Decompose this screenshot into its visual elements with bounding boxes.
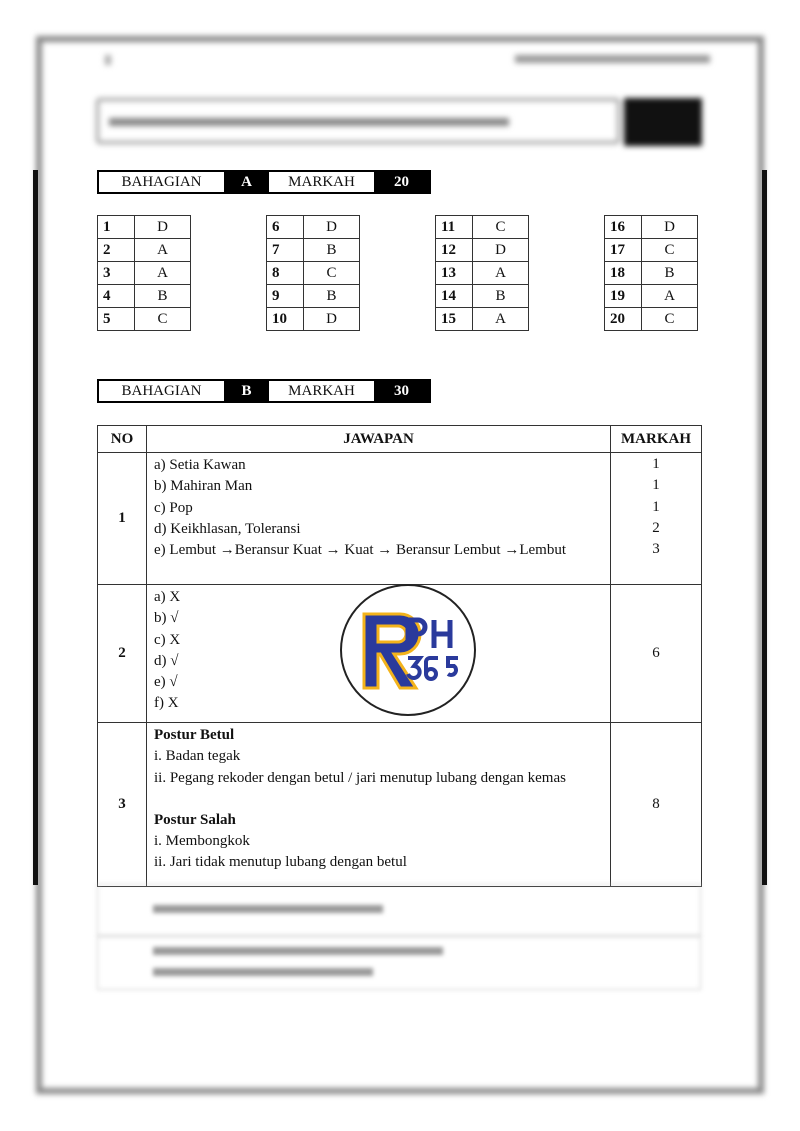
answer-letter: A: [135, 262, 191, 285]
question-number: 8: [267, 262, 304, 285]
answer-letter: A: [473, 262, 529, 285]
answer-row: [267, 239, 360, 262]
answer-row: [98, 308, 191, 331]
answer-row: [436, 262, 529, 285]
answer-letter: C: [135, 308, 191, 331]
answer-row: [267, 262, 360, 285]
mark-value: 1: [652, 477, 660, 494]
answer-letter: D: [642, 216, 698, 239]
answer-grid-4: [604, 215, 698, 331]
question-number: 12: [436, 239, 473, 262]
answer-line: ii. Pegang rekoder dengan betul / jari menutup lubang dengan kemas: [154, 769, 566, 786]
answer-letter: D: [304, 308, 360, 331]
answer-line: e) Lembut →Beransur Kuat → Kuat → Beransur Lembut →Lembut: [154, 542, 566, 559]
answer-row: [605, 239, 698, 262]
section-b-header: [97, 379, 431, 403]
question-number: 13: [436, 262, 473, 285]
answer-row: [605, 216, 698, 239]
question-number: 18: [605, 262, 642, 285]
answer-line: ii. Jari tidak menutup lubang dengan betul: [154, 854, 407, 871]
answer-line: Postur Salah: [154, 811, 236, 828]
header-no: NO: [98, 426, 147, 453]
answer-row: [605, 285, 698, 308]
answer-cell: [147, 723, 611, 887]
right-border: [762, 170, 767, 885]
answer-row: [267, 216, 360, 239]
answer-line: a) Setia Kawan: [154, 457, 246, 473]
rph365-logo-graphic: [342, 586, 474, 714]
question-number: 3: [98, 262, 135, 285]
mark-value: 8: [652, 795, 660, 812]
answer-letter: D: [135, 216, 191, 239]
answer-letter: C: [304, 262, 360, 285]
answer-letter: D: [473, 239, 529, 262]
marks-cell: [611, 585, 702, 723]
answer-letter: B: [642, 262, 698, 285]
answer-row: [436, 308, 529, 331]
answer-letter: B: [135, 285, 191, 308]
answer-row: [436, 239, 529, 262]
blurred-row-note: [97, 884, 701, 936]
answer-letter: B: [304, 239, 360, 262]
header-right: [515, 55, 710, 63]
answer-letter: B: [473, 285, 529, 308]
answer-row: [267, 308, 360, 331]
answer-row: [98, 262, 191, 285]
table-row: [98, 453, 702, 585]
header-answer: JAWAPAN: [147, 426, 611, 453]
question-number: 15: [436, 308, 473, 331]
answer-line: a) X: [154, 589, 181, 605]
mark-value: 2: [652, 519, 660, 536]
answer-row: [605, 308, 698, 331]
table-row: [98, 723, 702, 887]
question-number: 4: [98, 285, 135, 308]
answer-line: c) X: [154, 631, 181, 648]
question-number: 14: [436, 285, 473, 308]
marks-label: MARKAH: [288, 382, 355, 399]
document-code-box: [624, 98, 702, 146]
answer-letter: A: [642, 285, 698, 308]
question-number: 2: [98, 239, 135, 262]
question-number: 6: [267, 216, 304, 239]
question-number: 3: [98, 723, 147, 887]
question-number: 1: [98, 453, 147, 585]
answer-line: i. Badan tegak: [154, 748, 241, 765]
section-label: BAHAGIAN: [121, 382, 202, 399]
answer-line: i. Membongkok: [154, 833, 250, 850]
answer-line: e) √: [154, 674, 178, 691]
section-letter: A: [224, 172, 269, 192]
mark-value: 6: [652, 644, 660, 661]
marks-cell: [611, 723, 702, 887]
question-number: 17: [605, 239, 642, 262]
answer-grid-2: [266, 215, 360, 331]
answer-row: [436, 285, 529, 308]
question-number: 20: [605, 308, 642, 331]
question-number: 2: [98, 585, 147, 723]
answer-letter: B: [304, 285, 360, 308]
answer-line: c) Pop: [154, 499, 193, 516]
header-marks: MARKAH: [611, 426, 702, 453]
answer-line: b) √: [154, 610, 179, 627]
answer-letter: A: [135, 239, 191, 262]
question-number: 11: [436, 216, 473, 239]
answer-row: [436, 216, 529, 239]
section-letter: B: [224, 381, 269, 401]
answer-cell: [147, 453, 611, 585]
question-number: 19: [605, 285, 642, 308]
section-a-header: [97, 170, 431, 194]
answer-line: [154, 789, 603, 810]
document-title-box: [96, 98, 620, 144]
mark-value: 3: [652, 541, 660, 558]
left-border: [33, 170, 38, 885]
answer-row: [98, 239, 191, 262]
answer-line: d) Keikhlasan, Toleransi: [154, 520, 301, 537]
answer-letter: D: [304, 216, 360, 239]
page-number: [105, 55, 111, 65]
mark-value: 1: [652, 456, 660, 472]
question-number: 16: [605, 216, 642, 239]
answer-line: b) Mahiran Man: [154, 478, 253, 495]
answer-row: [605, 262, 698, 285]
rph365-logo: [340, 584, 476, 716]
answer-letter: C: [642, 239, 698, 262]
mark-value: 1: [652, 498, 660, 515]
question-number: 7: [267, 239, 304, 262]
marks-cell: [611, 453, 702, 585]
blurred-row-4: [97, 936, 701, 990]
answer-letter: C: [473, 216, 529, 239]
question-number: 5: [98, 308, 135, 331]
table-header: [98, 426, 702, 453]
marks-value: 20: [374, 172, 429, 192]
answer-line: Postur Betul: [154, 727, 235, 743]
question-number: 1: [98, 216, 135, 239]
answer-letter: C: [642, 308, 698, 331]
question-number: 10: [267, 308, 304, 331]
answer-row: [98, 285, 191, 308]
section-label: BAHAGIAN: [121, 173, 202, 190]
answer-row: [267, 285, 360, 308]
answer-letter: A: [473, 308, 529, 331]
answer-line: f) X: [154, 695, 179, 712]
answer-line: d) √: [154, 652, 179, 669]
answer-grid-3: [435, 215, 529, 331]
marks-label: MARKAH: [288, 173, 355, 190]
answer-grid-1: [97, 215, 191, 331]
question-number: 9: [267, 285, 304, 308]
marks-value: 30: [374, 381, 429, 401]
answer-row: [98, 216, 191, 239]
